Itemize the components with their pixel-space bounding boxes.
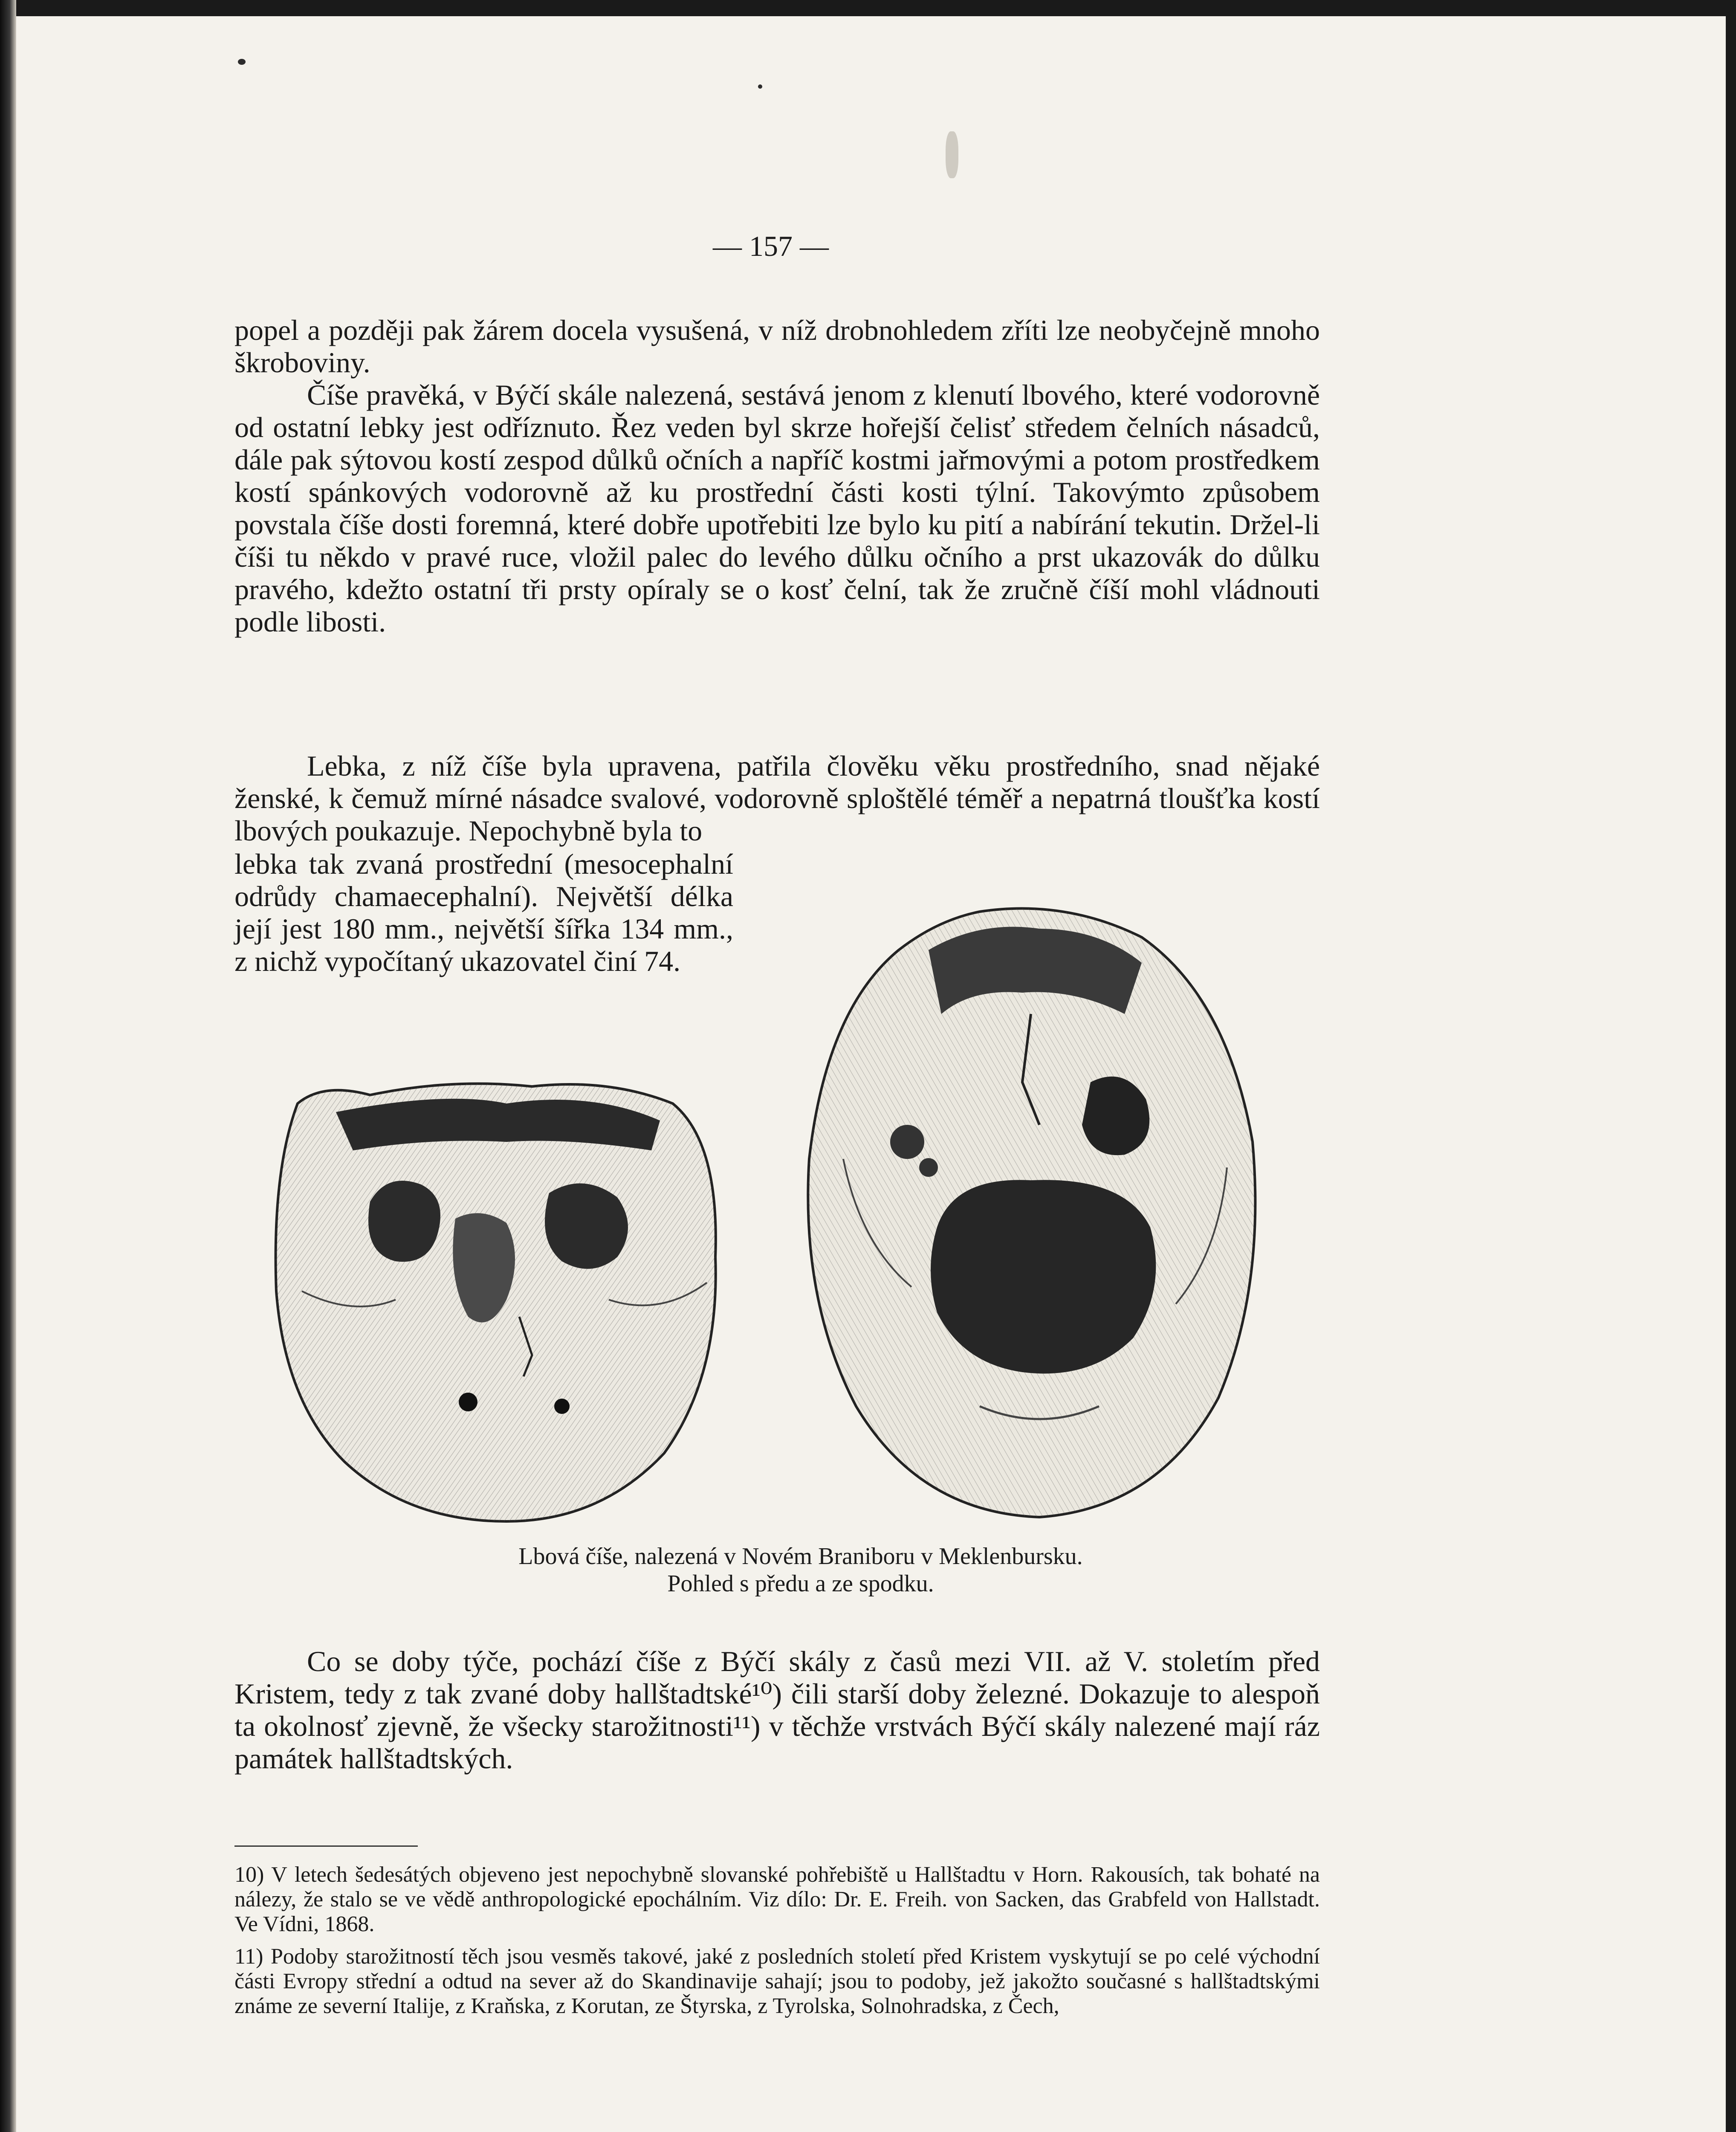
scan-gutter <box>0 0 16 2132</box>
book-page <box>16 16 1726 2132</box>
footnote-10-mark: 10) <box>234 1863 264 1887</box>
footnote-11-mark: 11) <box>234 1944 263 1969</box>
footnote-rule <box>234 1845 418 1847</box>
paragraph-cise: Číše pravěká, v Býčí skále nalezená, sestává jenom z klenutí lbového, které vodorovně od ostatní lebky jest odříznuto. Řez veden byl skrze hořejší čelisť středem čelních násadců, dále pak sýtovou kostí zespod důlků očních a napříč kostmi jařmovými a potom prostředkem kostí spánkových vodorovně až ku prostřední části kosti týlní. Takovýmto způsobem povstala číše dosti foremná, které dobře upotřebiti lze bylo ku pití a nabírání tekutin. Držel-li číši tu někdo v pravé ruce, vložil palec do levého důlku očního a prst ukazovák do důlku pravého, kdežto ostatní tři prsty opíraly se o kosť čelní, tak že zručně číší mohl vládnouti podle libosti. <box>234 379 1320 638</box>
caption-line-1: Lbová číše, nalezená v Novém Braniboru v Meklenbursku. <box>518 1543 1083 1570</box>
figure-caption <box>366 1543 1235 1597</box>
skull-front-illustration <box>268 1078 741 1526</box>
paragraph-lebka <box>234 750 1320 847</box>
footnote-11-text: Podoby starožitností těch jsou vesměs takové, jaké z posledních století před Kristem vyskytují se po celé východní části Evropy střední a odtud na sever až do Skandinavije sahají; jsou to podoby, jež jakožto současné s hallštadtskými známe ze severní Italije, z Kraňska, z Korutan, ze Štyrska, z Tyrolska, Solnohradska, z Čech, <box>234 1944 1320 2018</box>
footnote-11 <box>234 1944 1320 2019</box>
scan-speck <box>946 131 958 178</box>
page-number: — 157 — <box>713 230 829 262</box>
scan-speck <box>238 59 246 65</box>
footnote-10 <box>234 1863 1320 1937</box>
scan-speck <box>758 84 762 89</box>
paragraph-doba-text: Co se doby týče, pochází číše z Býčí skály z časů mezi VII. až V. stoletím před Kristem, tedy z tak zvané doby hallštadtské¹⁰) čili starší doby železné. Dokazuje to alespoň ta okolnosť zjevně, že všecky starožitnosti¹¹) v těchže vrstvách Býčí skály nalezené mají ráz památek hallštadtských. <box>234 1645 1320 1775</box>
footnotes <box>234 1863 1320 2026</box>
paragraph-lebka-wide: Lebka, z níž číše byla upravena, patřila člověku věku prostředního, snad nějaké ženské, k čemuž mírné násadce svalové, vodorovně sploštělé téměř a nepatrná tloušťka kostí lbových poukazuje. Nepochybně byla to <box>234 750 1320 847</box>
paragraph-top <box>234 314 1320 638</box>
caption-line-2: Pohled s předu a ze spodku. <box>667 1570 934 1597</box>
footnote-10-text: V letech šedesátých objeveno jest nepochybně slovanské pohřebiště u Hallštadtu v Horn. Rakousích, tak bohaté na nálezy, že stalo se ve vědě anthropologické epochálním. Viz dílo: Dr. E. Freih. von Sacken, das Grabfeld von Hallstadt. Ve Vídni, 1868. <box>234 1863 1320 1936</box>
paragraph-lebka-narrow: lebka tak zvaná prostřední (mesocephalní odrůdy chamaecephalní). Největší délka její jest 180 mm., největší šířka 134 mm., z nichž vypočítaný ukazovatel činí 74. <box>234 848 733 977</box>
skull-underside-illustration <box>801 903 1274 1521</box>
paragraph-doba <box>234 1645 1320 1775</box>
paragraph-top-text: popel a později pak žárem docela vysušená, v níž drobnohledem zříti lze neobyčejně mnoho škroboviny. <box>234 314 1320 379</box>
